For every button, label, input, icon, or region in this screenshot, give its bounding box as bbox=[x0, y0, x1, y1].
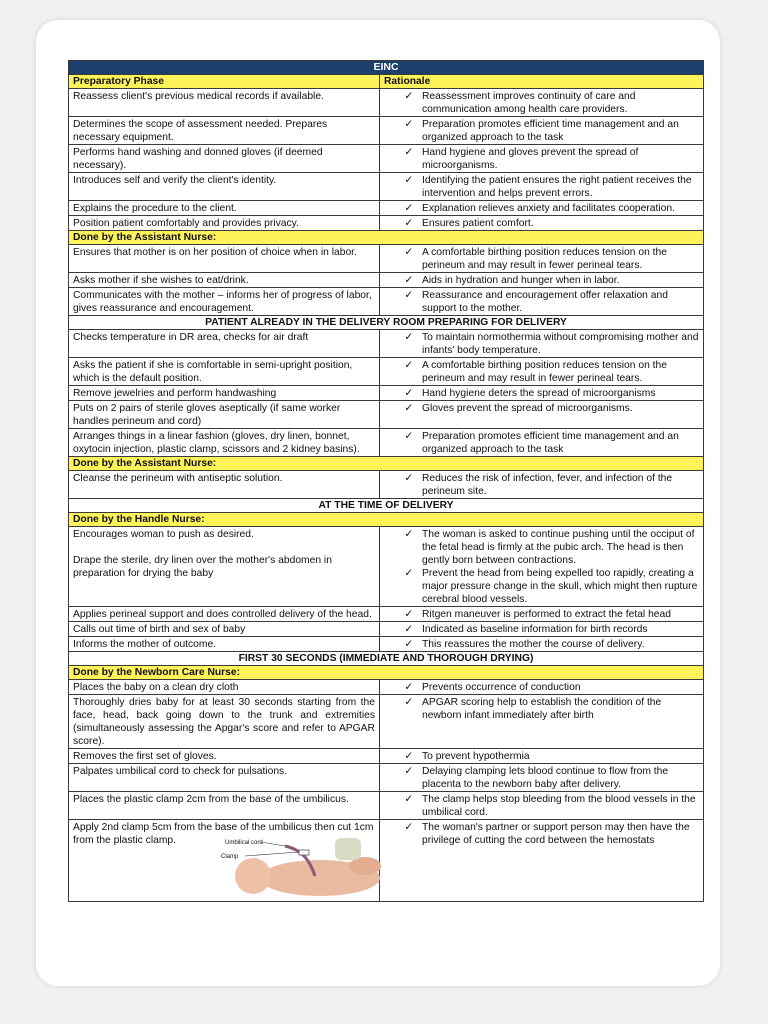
rationale-cell bbox=[380, 695, 704, 749]
rationale-text: Ensures patient comfort. bbox=[422, 218, 534, 229]
table-row bbox=[69, 792, 704, 820]
step-text: Apply 2nd clamp 5cm from the base of the umbilicus then cut 1cm from the plastic clamp. bbox=[73, 822, 374, 846]
step-cell: Introduces self and verify the client's identity. bbox=[69, 173, 380, 201]
einc-table bbox=[68, 60, 704, 902]
rationale-text: Explanation relieves anxiety and facilitates cooperation. bbox=[422, 203, 675, 214]
rationale-text: A comfortable birthing position reduces tension on the perineum and may result in fewer perineal tears. bbox=[422, 360, 667, 384]
checkmark-icon: ✓ bbox=[404, 403, 413, 414]
step-cell: Puts on 2 pairs of sterile gloves aseptically (if same worker handles perineum and cord) bbox=[69, 401, 380, 429]
rationale-cell bbox=[380, 173, 704, 201]
rationale-cell bbox=[380, 358, 704, 386]
clamp-shape bbox=[299, 850, 309, 855]
baby-head-shape bbox=[235, 858, 271, 894]
rationale-text: Ritgen maneuver is performed to extract the fetal head bbox=[422, 609, 671, 620]
cord-label: Umbilical cord bbox=[225, 840, 263, 846]
rationale-text: To maintain normothermia without compromising mother and infants' body temperature. bbox=[422, 332, 699, 356]
rationale-text: APGAR scoring help to establish the condition of the newborn infant immediately after birth bbox=[422, 697, 662, 721]
checkmark-icon: ✓ bbox=[404, 119, 413, 130]
rationale-text: Prevents occurrence of conduction bbox=[422, 682, 581, 693]
checkmark-icon: ✓ bbox=[404, 431, 413, 442]
table-row bbox=[69, 695, 704, 749]
rationale-text: Hand hygiene and gloves prevent the spread of microorganisms. bbox=[422, 147, 639, 171]
rationale-text: Aids in hydration and hunger when in labor. bbox=[422, 275, 620, 286]
step-cell: Palpates umbilical cord to check for pulsations. bbox=[69, 764, 380, 792]
table-row bbox=[69, 749, 704, 764]
step-cell: Checks temperature in DR area, checks for air draft bbox=[69, 330, 380, 358]
rationale-text: The woman's partner or support person may then have the privilege of cutting the cord between the hemostats bbox=[422, 822, 690, 846]
subsection-row bbox=[69, 666, 704, 680]
checkmark-icon: ✓ bbox=[404, 290, 413, 301]
section-row bbox=[69, 652, 704, 666]
table-row bbox=[69, 386, 704, 401]
table-row bbox=[69, 273, 704, 288]
step-cell: Removes the first set of gloves. bbox=[69, 749, 380, 764]
table-row bbox=[69, 471, 704, 499]
checkmark-icon: ✓ bbox=[404, 203, 413, 214]
rationale-text: Hand hygiene deters the spread of microorganisms bbox=[422, 388, 656, 399]
checkmark-icon: ✓ bbox=[404, 609, 413, 620]
header-rationale: Rationale bbox=[380, 75, 704, 89]
step-cell: Informs the mother of outcome. bbox=[69, 637, 380, 652]
rationale-text: The woman is asked to continue pushing until the occiput of the fetal head is firmly at the pubic arch. The head is then gently born between contractions. bbox=[422, 529, 695, 566]
rationale-cell bbox=[380, 792, 704, 820]
umbilical-cord-illustration bbox=[215, 836, 385, 898]
checkmark-icon: ✓ bbox=[404, 751, 413, 762]
table-row bbox=[69, 527, 704, 607]
step-cell: Places the plastic clamp 2cm from the base of the umbilicus. bbox=[69, 792, 380, 820]
table-row bbox=[69, 607, 704, 622]
step-cell: Thoroughly dries baby for at least 30 seconds starting from the face, head, back going down to the trunk and extremities (simultaneously assessing the Apgar's score and refer to APGAR score). bbox=[69, 695, 380, 749]
table-row bbox=[69, 680, 704, 695]
label-pointer-line bbox=[245, 852, 299, 856]
section-row bbox=[69, 316, 704, 330]
table-row bbox=[69, 173, 704, 201]
rationale-cell bbox=[380, 429, 704, 457]
subsection-title: Done by the Newborn Care Nurse: bbox=[69, 666, 704, 680]
subsection-title: Done by the Assistant Nurse: bbox=[69, 457, 704, 471]
rationale-cell bbox=[380, 749, 704, 764]
step-cell: Reassess client's previous medical records if available. bbox=[69, 89, 380, 117]
checkmark-icon: ✓ bbox=[404, 91, 413, 102]
rationale-cell bbox=[380, 245, 704, 273]
table-title-row bbox=[69, 61, 704, 75]
step-cell: Asks the patient if she is comfortable in semi-upright position, which is the default position. bbox=[69, 358, 380, 386]
table-row bbox=[69, 245, 704, 273]
rationale-cell bbox=[380, 820, 704, 902]
rationale-text: Indicated as baseline information for birth records bbox=[422, 624, 648, 635]
rationale-cell bbox=[380, 637, 704, 652]
checkmark-icon: ✓ bbox=[404, 147, 413, 158]
rationale-cell bbox=[380, 471, 704, 499]
rationale-text: Reassessment improves continuity of care and communication among health care providers. bbox=[422, 91, 636, 115]
step-cell: Remove jewelries and perform handwashing bbox=[69, 386, 380, 401]
rationale-text: A comfortable birthing position reduces tension on the perineum and may result in fewer perineal tears. bbox=[422, 247, 667, 271]
step-cell: Calls out time of birth and sex of baby bbox=[69, 622, 380, 637]
checkmark-icon: ✓ bbox=[404, 624, 413, 635]
subsection-title: Done by the Assistant Nurse: bbox=[69, 231, 704, 245]
table-row bbox=[69, 145, 704, 173]
table-row bbox=[69, 117, 704, 145]
table-row bbox=[69, 288, 704, 316]
step-text: Drape the sterile, dry linen over the mother's abdomen in preparation for drying the baby bbox=[73, 555, 332, 579]
rationale-cell bbox=[380, 401, 704, 429]
rationale-text: This reassures the mother the course of delivery. bbox=[422, 639, 645, 650]
rationale-cell bbox=[380, 117, 704, 145]
rationale-cell bbox=[380, 216, 704, 231]
step-cell: Determines the scope of assessment needed. Prepares necessary equipment. bbox=[69, 117, 380, 145]
rationale-text: Preparation promotes efficient time management and an organized approach to the task bbox=[422, 119, 679, 143]
rationale-cell bbox=[380, 89, 704, 117]
checkmark-icon: ✓ bbox=[404, 822, 413, 833]
checkmark-icon: ✓ bbox=[404, 529, 413, 540]
checkmark-icon: ✓ bbox=[404, 639, 413, 650]
rationale-text: Preparation promotes efficient time management and an organized approach to the task bbox=[422, 431, 679, 455]
rationale-text: To prevent hypothermia bbox=[422, 751, 530, 762]
step-cell: Position patient comfortably and provides privacy. bbox=[69, 216, 380, 231]
clamp-label: Clamp bbox=[221, 854, 239, 860]
rationale-cell bbox=[380, 764, 704, 792]
glove-hand-shape bbox=[335, 838, 361, 860]
table-row bbox=[69, 330, 704, 358]
rationale-cell bbox=[380, 680, 704, 695]
rationale-cell bbox=[380, 145, 704, 173]
rationale-cell bbox=[380, 201, 704, 216]
step-cell: Arranges things in a linear fashion (gloves, dry linen, bonnet, oxytocin injection, plastic clamp, scissors and 2 kidney basins). bbox=[69, 429, 380, 457]
checkmark-icon: ✓ bbox=[404, 794, 413, 805]
checkmark-icon: ✓ bbox=[404, 697, 413, 708]
table-row bbox=[69, 637, 704, 652]
table-row bbox=[69, 358, 704, 386]
label-pointer-line bbox=[261, 842, 285, 846]
checkmark-icon: ✓ bbox=[404, 360, 413, 371]
table-row bbox=[69, 429, 704, 457]
subsection-row bbox=[69, 457, 704, 471]
rationale-cell bbox=[380, 607, 704, 622]
step-cell: Cleanse the perineum with antiseptic solution. bbox=[69, 471, 380, 499]
checkmark-icon: ✓ bbox=[404, 473, 413, 484]
step-cell: Places the baby on a clean dry cloth bbox=[69, 680, 380, 695]
rationale-cell bbox=[380, 622, 704, 637]
table-row bbox=[69, 216, 704, 231]
column-header-row bbox=[69, 75, 704, 89]
step-cell: Asks mother if she wishes to eat/drink. bbox=[69, 273, 380, 288]
section-title: FIRST 30 SECONDS (IMMEDIATE AND THOROUGH DRYING) bbox=[69, 652, 704, 666]
table-row bbox=[69, 201, 704, 216]
step-cell: Communicates with the mother – informs her of progress of labor, gives reassurance and encouragement. bbox=[69, 288, 380, 316]
rationale-text: The clamp helps stop bleeding from the blood vessels in the umbilical cord. bbox=[422, 794, 696, 818]
checkmark-icon: ✓ bbox=[404, 175, 413, 186]
checkmark-icon: ✓ bbox=[404, 218, 413, 229]
subsection-row bbox=[69, 231, 704, 245]
checkmark-icon: ✓ bbox=[404, 568, 413, 579]
subsection-row bbox=[69, 513, 704, 527]
rationale-cell bbox=[380, 273, 704, 288]
checkmark-icon: ✓ bbox=[404, 388, 413, 399]
rationale-text: Gloves prevent the spread of microorganisms. bbox=[422, 403, 633, 414]
rationale-text: Reduces the risk of infection, fever, and infection of the perineum site. bbox=[422, 473, 673, 497]
step-cell: Performs hand washing and donned gloves (if deemed necessary). bbox=[69, 145, 380, 173]
checkmark-icon: ✓ bbox=[404, 275, 413, 286]
section-title: PATIENT ALREADY IN THE DELIVERY ROOM PREPARING FOR DELIVERY bbox=[69, 316, 704, 330]
rationale-text: Identifying the patient ensures the right patient receives the intervention and helps prevent errors. bbox=[422, 175, 692, 199]
step-cell bbox=[69, 527, 380, 607]
step-cell: Applies perineal support and does controlled delivery of the head. bbox=[69, 607, 380, 622]
table-row bbox=[69, 820, 704, 902]
rationale-cell bbox=[380, 386, 704, 401]
table-row bbox=[69, 401, 704, 429]
checkmark-icon: ✓ bbox=[404, 332, 413, 343]
step-cell: Explains the procedure to the client. bbox=[69, 201, 380, 216]
step-text: Encourages woman to push as desired. bbox=[73, 529, 254, 540]
table-title: EINC bbox=[69, 61, 704, 75]
subsection-title: Done by the Handle Nurse: bbox=[69, 513, 704, 527]
checkmark-icon: ✓ bbox=[404, 682, 413, 693]
section-title: AT THE TIME OF DELIVERY bbox=[69, 499, 704, 513]
section-row bbox=[69, 499, 704, 513]
checkmark-icon: ✓ bbox=[404, 247, 413, 258]
rationale-text: Prevent the head from being expelled too rapidly, creating a major pressure change in the skull, which might then rupture cerebral blood vessels. bbox=[422, 568, 698, 605]
step-cell: Ensures that mother is on her position of choice when in labor. bbox=[69, 245, 380, 273]
checkmark-icon: ✓ bbox=[404, 766, 413, 777]
rationale-cell bbox=[380, 527, 704, 607]
step-cell bbox=[69, 820, 380, 902]
table-row bbox=[69, 89, 704, 117]
rationale-cell bbox=[380, 330, 704, 358]
table-row bbox=[69, 764, 704, 792]
rationale-cell bbox=[380, 288, 704, 316]
rationale-text: Reassurance and encouragement offer relaxation and support to the mother. bbox=[422, 290, 668, 314]
table-row bbox=[69, 622, 704, 637]
rationale-text: Delaying clamping lets blood continue to flow from the placenta to the newborn baby after delivery. bbox=[422, 766, 669, 790]
header-preparatory-phase: Preparatory Phase bbox=[69, 75, 380, 89]
